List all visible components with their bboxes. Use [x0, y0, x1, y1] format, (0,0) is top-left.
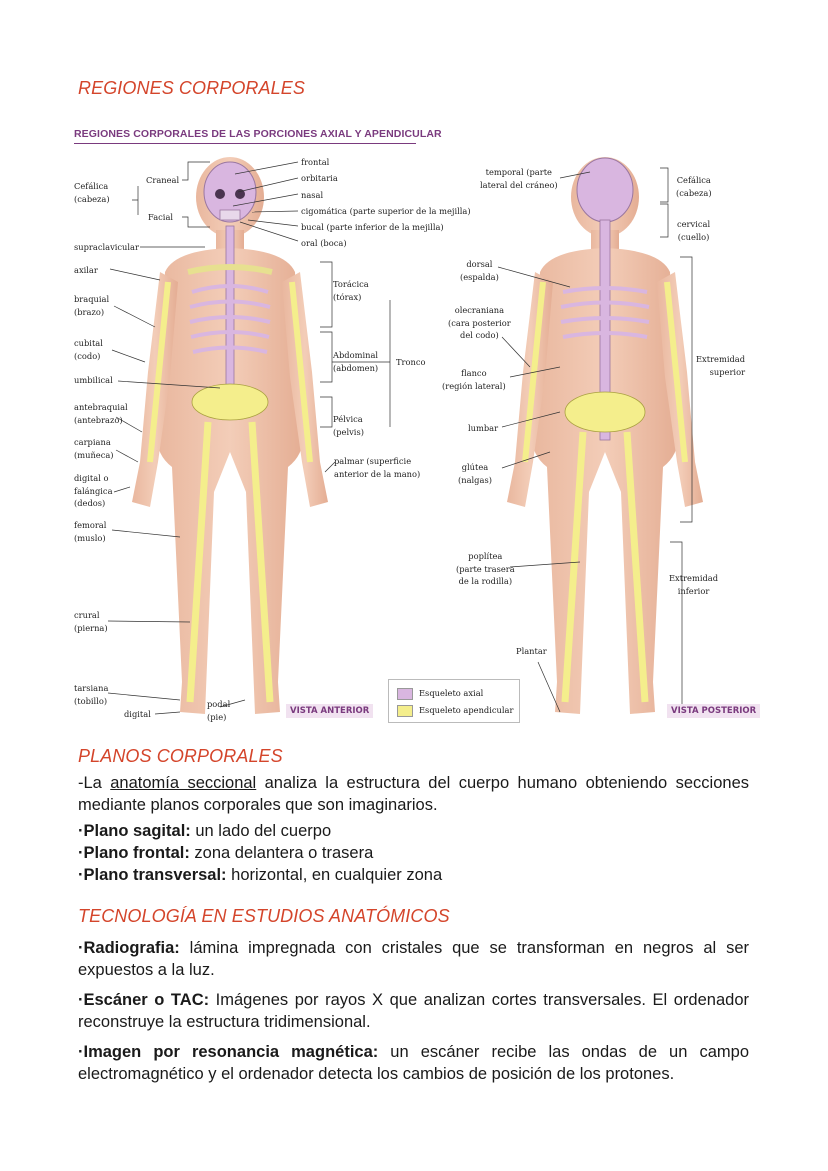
label-cefalica-right: Cefálica (cabeza) [676, 175, 712, 198]
label-craneal: Craneal [146, 175, 180, 185]
label-umbilical: umbilical [74, 375, 113, 385]
label-tarsiana: tarsiana (tobillo) [74, 683, 109, 706]
label-cefalica-left: Cefálica (cabeza) [74, 181, 110, 204]
label-bucal: bucal (parte inferior de la mejilla) [301, 222, 444, 232]
label-oral: oral (boca) [301, 238, 347, 248]
label-nasal: nasal [301, 190, 324, 200]
label-orbitaria: orbitaria [301, 173, 338, 183]
label-carpiana: carpiana (muñeca) [74, 437, 114, 460]
label-poplitea: poplítea (parte trasera de la rodilla) [456, 551, 515, 586]
tecnologia-resonancia: ·Imagen por resonancia magnética: un escáner recibe las ondas de un campo electromagnético y el ordenador detecta los cambios de posición de los protones. [78, 1043, 749, 1083]
label-facial: Facial [148, 212, 174, 222]
tecnologia-radiografia: ·Radiografia: lámina impregnada con cristales que se transforman en negros al ser expuestos a la luz. [78, 939, 749, 979]
label-digital-falangica: digital o falángica (dedos) [74, 473, 113, 508]
label-pelvica: Pélvica (pelvis) [333, 414, 364, 437]
label-lumbar: lumbar [468, 423, 499, 433]
figure-title: REGIONES CORPORALES DE LAS PORCIONES AXIAL Y APENDICULAR [74, 128, 442, 140]
view-anterior-label: VISTA ANTERIOR [286, 704, 373, 718]
body-regions-figure [70, 122, 770, 726]
posterior-figure [507, 157, 703, 714]
label-supraclavicular: supraclavicular [74, 242, 139, 252]
legend-apendicular-swatch [397, 705, 413, 717]
label-olecraniana: olecraniana (cara posterior del codo) [448, 305, 511, 340]
planos-intro: -La anatomía seccional analiza la estructura del cuerpo humano obteniendo secciones mediante planos corporales que son imaginarios. [78, 774, 749, 814]
label-cervical: cervical (cuello) [677, 219, 711, 242]
label-temporal: temporal (parte lateral del cráneo) [480, 167, 558, 190]
plano-sagital-item: ·Plano sagital: un lado del cuerpo [78, 822, 332, 840]
plano-transversal-item: ·Plano transversal: horizontal, en cualquier zona [78, 866, 443, 884]
label-antebraquial: antebraquial (antebrazo) [74, 402, 128, 425]
label-axilar: axilar [74, 265, 98, 275]
label-glutea: glútea (nalgas) [458, 462, 492, 485]
label-abdominal: Abdominal (abdomen) [333, 350, 379, 373]
section-title-regiones: REGIONES CORPORALES [78, 78, 305, 98]
label-extremidad-inferior: Extremidad inferior [669, 573, 719, 596]
label-extremidad-superior: Extremidad superior [696, 354, 746, 377]
label-frontal: frontal [301, 157, 330, 167]
label-cubital: cubital (codo) [74, 338, 103, 361]
label-podal: podal (pie) [207, 699, 231, 722]
anterior-figure [132, 157, 328, 714]
skeleton-legend: Esqueleto axial Esqueleto apendicular [388, 679, 520, 723]
legend-axial-swatch [397, 688, 413, 700]
label-tronco: Tronco [396, 357, 426, 367]
tecnologia-tac: ·Escáner o TAC: Imágenes por rayos X que analizan cortes transversales. El ordenador reconstruye la estructura tridimensional. [78, 991, 749, 1031]
section-title-planos: PLANOS CORPORALES [78, 746, 283, 766]
view-posterior-label: VISTA POSTERIOR [667, 704, 760, 718]
label-toracica: Torácica (tórax) [333, 279, 369, 302]
label-plantar: Plantar [516, 646, 547, 656]
plano-frontal-item: ·Plano frontal: zona delantera o trasera [78, 844, 374, 862]
label-crural: crural (pierna) [74, 610, 108, 633]
section-title-tecnologia: TECNOLOGÍA EN ESTUDIOS ANATÓMICOS [78, 906, 450, 926]
label-femoral: femoral (muslo) [74, 520, 107, 543]
label-braquial: braquial (brazo) [74, 294, 110, 317]
label-flanco: flanco (región lateral) [442, 368, 506, 391]
label-digital: digital [124, 709, 151, 719]
anatomia-seccional-term: anatomía seccional [110, 774, 257, 792]
label-dorsal: dorsal (espalda) [460, 259, 499, 282]
label-palmar: palmar (superficie anterior de la mano) [334, 456, 421, 479]
label-cigomatica: cigomática (parte superior de la mejilla) [301, 206, 471, 216]
planos-list [78, 820, 749, 886]
